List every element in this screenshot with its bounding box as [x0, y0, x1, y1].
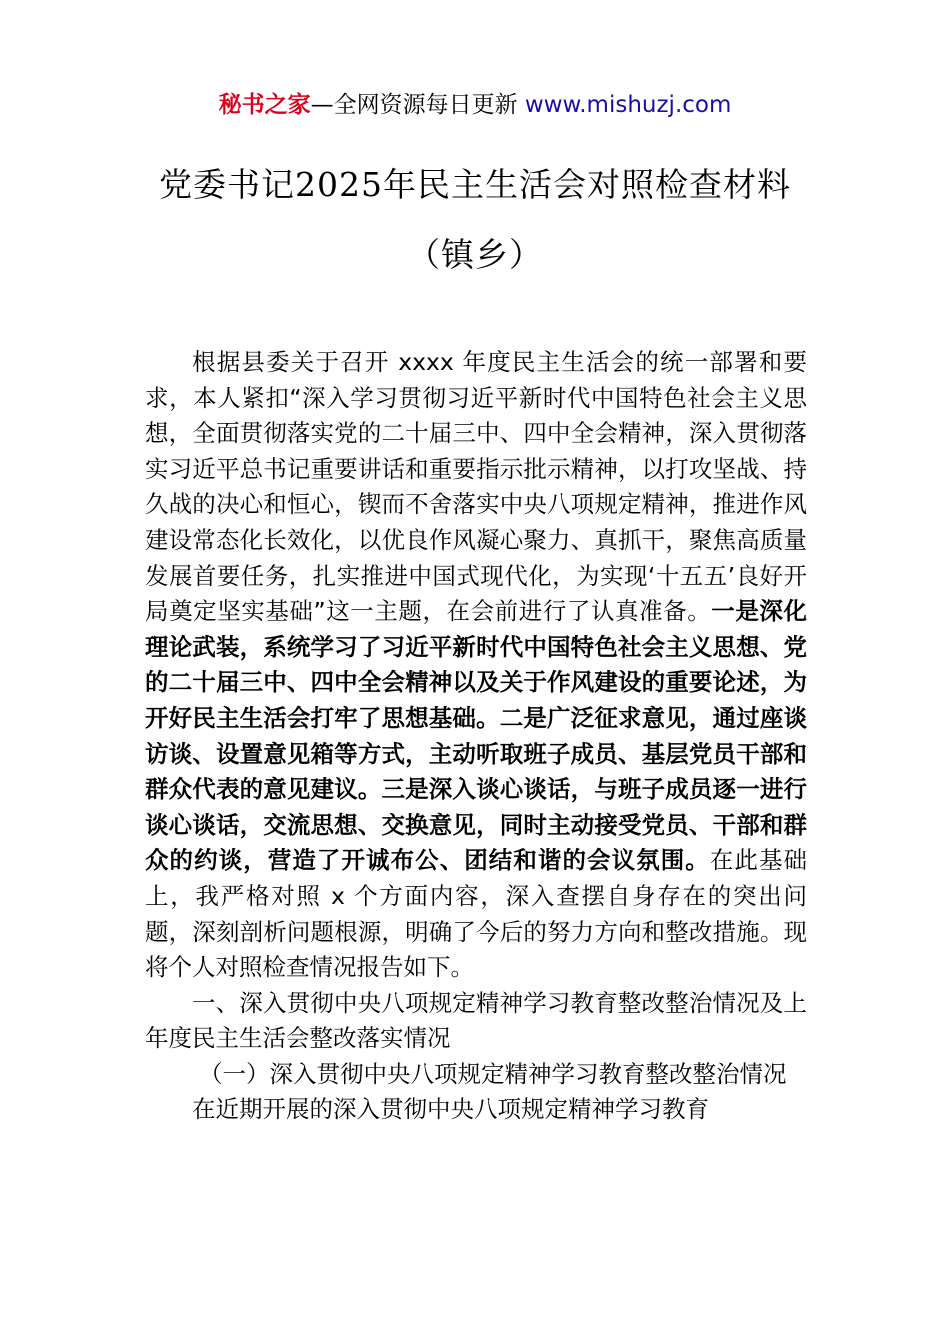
site-url-link[interactable]: www.mishuzj.com — [524, 92, 732, 118]
body-paragraph-2: 在近期开展的深入贯彻中央八项规定精神学习教育 — [192, 1095, 709, 1124]
subsection-heading-1: （一）深入贯彻中央八项规定精神学习教育整改整治情况 — [199, 1059, 787, 1088]
document-body — [145, 345, 807, 1128]
intro-paragraph — [145, 345, 807, 986]
intro-tail-text: 在此基础上，我严格对照 x 个方面内容，深入查摆自身存在的突出问题，深刻剖析问题根源，明确了今后的努力方向和整改措施。现将个人对照检查情况报告如下。 — [145, 846, 808, 982]
header-dash: — — [310, 92, 334, 118]
intro-text: 根据县委关于召开 xxxx 年度民主生活会的统一部署和要求，本人紧扣“深入学习贯彻习近平新时代中国特色社会主义思想，全面贯彻落实党的二十届三中、四中全会精神，深入贯彻落实习近平总书记重要讲话和重要指示批示精神，以打攻坚战、持久战的决心和恒心，锲而不舍落实中央八项规定精神，推进作风建设常态化长效化，以优良作风凝心聚力、真抓干，聚焦高质量发展首要任务，扎实推进中国式现代化，为实现‘十五五’良好开局奠定坚实基础”这一主题，在会前进行了认真准备。 — [145, 348, 807, 626]
site-tagline: 全网资源每日更新 — [333, 92, 518, 118]
document-subtitle: （镇乡） — [407, 235, 543, 274]
site-brand: 秘书之家 — [218, 92, 311, 118]
intro-bold-text: 一是深化理论武装，系统学习了习近平新时代中国特色社会主义思想、党的二十届三中、四中全会精神以及关于作风建设的重要论述，为开好民主生活会打牢了思想基础。二是广泛征求意见，通过座谈访谈、设置意见箱等方式，主动听取班子成员、基层党员干部和群众代表的意见建议。三是深入谈心谈话，与班子成员逐一进行谈心谈话，交流思想、交换意见，同时主动接受党员、干部和群众的约谈，营造了开诚布公、团结和谐的会议氛围。 — [145, 597, 807, 875]
section-heading-1: 一、深入贯彻中央八项规定精神学习教育整改整治情况及上年度民主生活会整改落实情况 — [145, 988, 807, 1053]
document-title: 党委书记2025年民主生活会对照检查材料 — [159, 165, 791, 204]
site-header — [0, 88, 950, 122]
